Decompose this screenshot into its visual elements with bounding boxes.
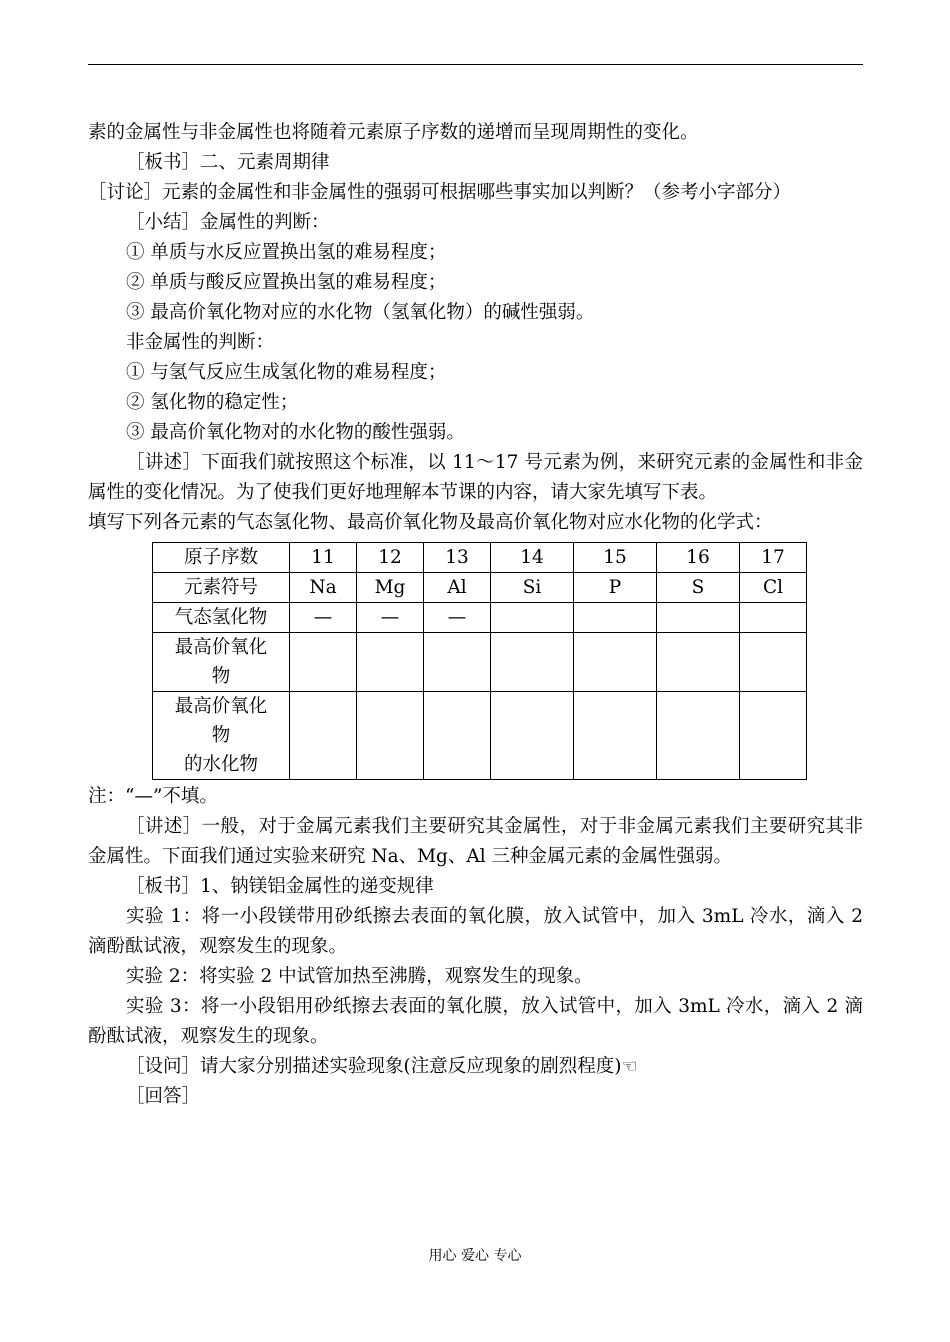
table-cell: 原子序数 bbox=[153, 543, 290, 573]
table-cell: 14 bbox=[491, 543, 574, 573]
lecture-paragraph: ［讲述］一般，对于金属元素我们主要研究其金属性，对于非金属元素我们主要研究其非金属性。下面我们通过实验来研究 Na、Mg、Al 三种金属元素的金属性强弱。 bbox=[88, 816, 863, 867]
paragraph: 素的金属性与非金属性也将随着元素原子序数的递增而呈现周期性的变化。 bbox=[88, 122, 699, 143]
discussion-paragraph: ［讨论］元素的金属性和非金属性的强弱可根据哪些事实加以判断？（参考小字部分） bbox=[88, 182, 792, 203]
table-cell bbox=[357, 692, 424, 780]
answer-heading: ［回答］ bbox=[126, 1086, 201, 1107]
row-label-line: 最高价氧化 bbox=[174, 637, 268, 658]
table-cell bbox=[491, 633, 574, 692]
table-cell bbox=[491, 603, 574, 633]
table-row bbox=[153, 603, 807, 633]
table-cell: S bbox=[657, 573, 740, 603]
nonmetal-heading: 非金属性的判断： bbox=[126, 332, 275, 353]
table-cell bbox=[740, 603, 807, 633]
table-cell bbox=[740, 633, 807, 692]
table-cell bbox=[290, 633, 357, 692]
table-cell: 11 bbox=[290, 543, 357, 573]
page-footer: 用心 爱心 专心 bbox=[428, 1248, 522, 1264]
pointing-hand-icon: ☜ bbox=[621, 1056, 638, 1077]
table-cell bbox=[574, 633, 657, 692]
table-cell: 17 bbox=[740, 543, 807, 573]
table-cell: — bbox=[290, 603, 357, 633]
table-cell: — bbox=[357, 603, 424, 633]
row-label-line: 最高价氧化 bbox=[174, 696, 268, 717]
table-cell: P bbox=[574, 573, 657, 603]
table-cell bbox=[657, 692, 740, 780]
table-cell bbox=[424, 692, 491, 780]
table-row bbox=[153, 543, 807, 573]
metal-criterion-1: ① 单质与水反应置换出氢的难易程度； bbox=[126, 242, 447, 263]
table-cell: Al bbox=[424, 573, 491, 603]
experiment-1: 实验 1：将一小段镁带用砂纸擦去表面的氧化膜，放入试管中，加入 3mL 冷水，滴入 2 滴酚酞试液，观察发生的现象。 bbox=[88, 906, 863, 957]
nonmetal-criterion-3: ③ 最高价氧化物对的水化物的酸性强弱。 bbox=[126, 422, 465, 443]
table-cell: Na bbox=[290, 573, 357, 603]
table-cell: 元素符号 bbox=[153, 573, 290, 603]
row-label-line: 物 bbox=[211, 666, 231, 687]
header-rule bbox=[88, 64, 863, 65]
table-cell: — bbox=[424, 603, 491, 633]
experiment-3: 实验 3：将一小段铝用砂纸擦去表面的氧化膜，放入试管中，加入 3mL 冷水，滴入 2 滴酚酞试液，观察发生的现象。 bbox=[88, 996, 863, 1047]
table-cell bbox=[424, 633, 491, 692]
table-cell: 16 bbox=[657, 543, 740, 573]
table-cell bbox=[574, 692, 657, 780]
board-heading: ［板书］二、元素周期律 bbox=[126, 152, 330, 173]
table-cell: 12 bbox=[357, 543, 424, 573]
nonmetal-criterion-1: ① 与氢气反应生成氢化物的难易程度； bbox=[126, 362, 447, 383]
table-cell bbox=[657, 603, 740, 633]
metal-criterion-2: ② 单质与酸反应置换出氢的难易程度； bbox=[126, 272, 447, 293]
summary-heading: ［小结］金属性的判断： bbox=[126, 212, 330, 233]
table-cell: Mg bbox=[357, 573, 424, 603]
board-heading: ［板书］1、钠镁铝金属性的递变规律 bbox=[126, 876, 434, 897]
lecture-paragraph: ［讲述］下面我们就按照这个标准，以 11～17 号元素为例，来研究元素的金属性和非金属性的变化情况。为了使我们更好地理解本节课的内容，请大家先填写下表。 bbox=[88, 452, 863, 503]
table-row bbox=[153, 692, 807, 780]
metal-criterion-3: ③ 最高价氧化物对应的水化物（氢氧化物）的碱性强弱。 bbox=[126, 302, 595, 323]
table-row bbox=[153, 573, 807, 603]
table-cell bbox=[290, 692, 357, 780]
table-note: 注：“—”不填。 bbox=[88, 786, 218, 807]
table-cell bbox=[657, 633, 740, 692]
table-cell: 气态氢化物 bbox=[153, 603, 290, 633]
table-cell: Si bbox=[491, 573, 574, 603]
table-cell bbox=[574, 603, 657, 633]
table-row bbox=[153, 633, 807, 692]
table-cell: 13 bbox=[424, 543, 491, 573]
table-cell bbox=[153, 692, 290, 780]
table-cell bbox=[153, 633, 290, 692]
table-cell: Cl bbox=[740, 573, 807, 603]
row-label-line: 物 bbox=[211, 725, 231, 746]
question-line bbox=[88, 1052, 863, 1082]
question-text: ［设问］请大家分别描述实验现象(注意反应现象的剧烈程度) bbox=[126, 1056, 622, 1077]
table-instruction: 填写下列各元素的气态氢化物、最高价氧化物及最高价氧化物对应水化物的化学式： bbox=[88, 512, 773, 533]
table-cell bbox=[491, 692, 574, 780]
row-label-line: 的水化物 bbox=[183, 754, 258, 775]
table-cell bbox=[357, 633, 424, 692]
nonmetal-criterion-2: ② 氢化物的稳定性； bbox=[126, 392, 299, 413]
document-body bbox=[88, 118, 863, 1112]
experiment-2: 实验 2：将实验 2 中试管加热至沸腾，观察发生的现象。 bbox=[126, 966, 593, 987]
element-table bbox=[152, 542, 807, 780]
table-cell: 15 bbox=[574, 543, 657, 573]
table-cell bbox=[740, 692, 807, 780]
